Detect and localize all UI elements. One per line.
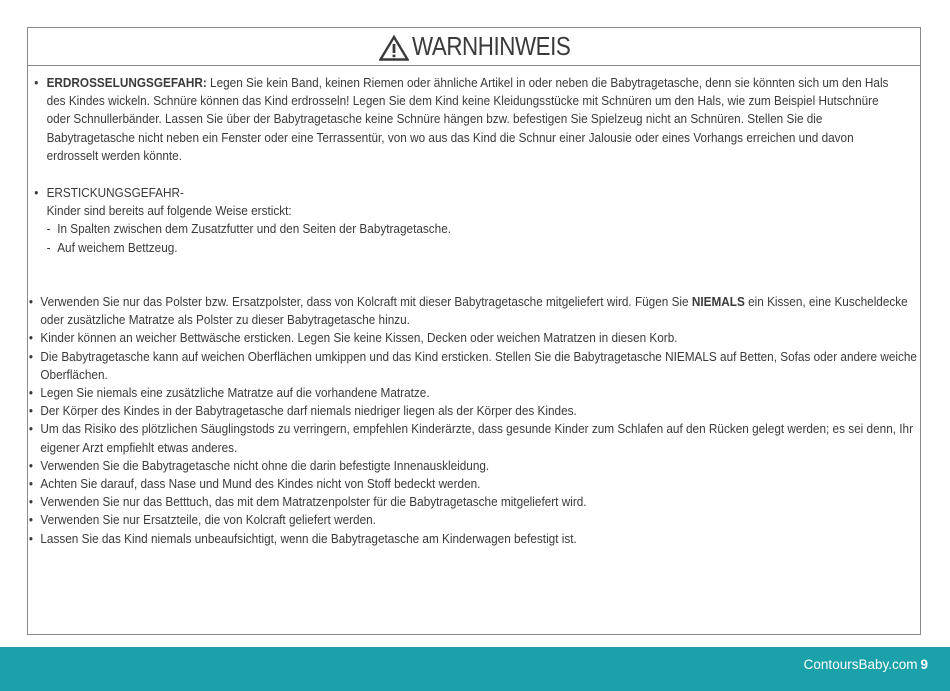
suffocation-label: • ERSTICKUNGSGEFAHR- — [28, 184, 913, 202]
item-text-pre: Verwenden Sie nur das Polster bzw. Ersatzpolster, dass von Kolcraft mit dieser Babytragetasche mitgeliefert wird. Fügen Sie — [40, 294, 692, 309]
footer-website[interactable]: ContoursBaby.com — [803, 657, 918, 672]
list-item: • Um das Risiko des plötzlichen Säuglingstods zu verringern, empfehlen Kinderärzte, dass gesunde Kinder zum Schlafen auf den Rücken gelegt werden; es sei denn, Ihr eigener Arzt empfiehlt etwas anderes. — [28, 420, 919, 456]
list-item — [28, 74, 903, 165]
list-item — [28, 293, 919, 329]
item-text-bold: NIEMALS — [691, 294, 745, 309]
list-item: • Kinder können an weicher Bettwäsche ersticken. Legen Sie keine Kissen, Decken oder weichen Matratzen in diesen Korb. — [28, 329, 919, 347]
list-item: • Lassen Sie das Kind niemals unbeaufsichtigt, wenn die Babytragetasche am Kinderwagen befestigt ist. — [28, 530, 919, 548]
list-item: • Legen Sie niemals eine zusätzliche Matratze auf die vorhandene Matratze. — [28, 384, 919, 402]
suffocation-intro: Kinder sind bereits auf folgende Weise erstickt: — [46, 203, 292, 219]
strangulation-section — [28, 74, 950, 165]
item-text-post: ein Kissen, eine Kuscheldecke oder zusätzliche Matratze als Polster zu dieser Babytragetasche hinzu. — [40, 294, 908, 328]
general-warnings-section — [28, 293, 950, 548]
list-item: • Verwenden Sie die Babytragetasche nicht ohne die darin befestigte Innenauskleidung. — [28, 457, 919, 475]
list-item: • Der Körper des Kindes in der Babytragetasche darf niemals niedriger liegen als der Körper des Kindes. — [28, 402, 919, 420]
warning-triangle-icon — [379, 35, 409, 61]
page-number: 9 — [920, 657, 928, 672]
list-item: - In Spalten zwischen dem Zusatzfutter und den Seiten der Babytragetasche. — [28, 220, 913, 238]
list-item: - Auf weichem Bettzeug. — [28, 239, 913, 257]
list-item: • Achten Sie darauf, dass Nase und Mund des Kindes nicht von Stoff bedeckt werden. — [28, 475, 919, 493]
list-item: • Die Babytragetasche kann auf weichen Oberflächen umkippen und das Kind ersticken. Stellen Sie die Babytragetasche NIEMALS auf Betten, Sofas oder andere weiche Oberflächen. — [28, 348, 919, 384]
list-item: • Verwenden Sie nur Ersatzteile, die von Kolcraft geliefert werden. — [28, 511, 919, 529]
strangulation-label: ERDROSSELUNGSGEFAHR: — [46, 75, 207, 90]
strangulation-text: Legen Sie kein Band, keinen Riemen oder ähnliche Artikel in oder neben die Babytragetasche, denn sie könnten sich um den Hals des Kindes wickeln. Schnüre können das Kind erdrosseln! Legen Sie dem Kind keine Kleidungsstücke mit Schnüren um den Hals, wie zum Beispiel Hutschnüre oder Schnullerbänder. Lassen Sie über der Babytragetasche keine Schnüre hängen bzw. befestigen Sie Spielzeug nicht an Schnüren. Stellen Sie die Babytragetasche nicht neben ein Fenster oder eine Terrassentür, von wo aus das Kind die Schnur einer Jalousie oder eines Vorhangs erreichen und davon erdrosselt werden könnte. — [46, 75, 889, 163]
warning-title: WARNHINWEIS — [412, 31, 571, 61]
suffocation-section — [28, 184, 950, 257]
list-item: • Verwenden Sie nur das Betttuch, das mit dem Matratzenpolster für die Babytragetasche mitgeliefert wird. — [28, 493, 919, 511]
warning-header — [28, 28, 920, 66]
footer-site — [804, 657, 928, 672]
page-footer — [0, 647, 950, 691]
